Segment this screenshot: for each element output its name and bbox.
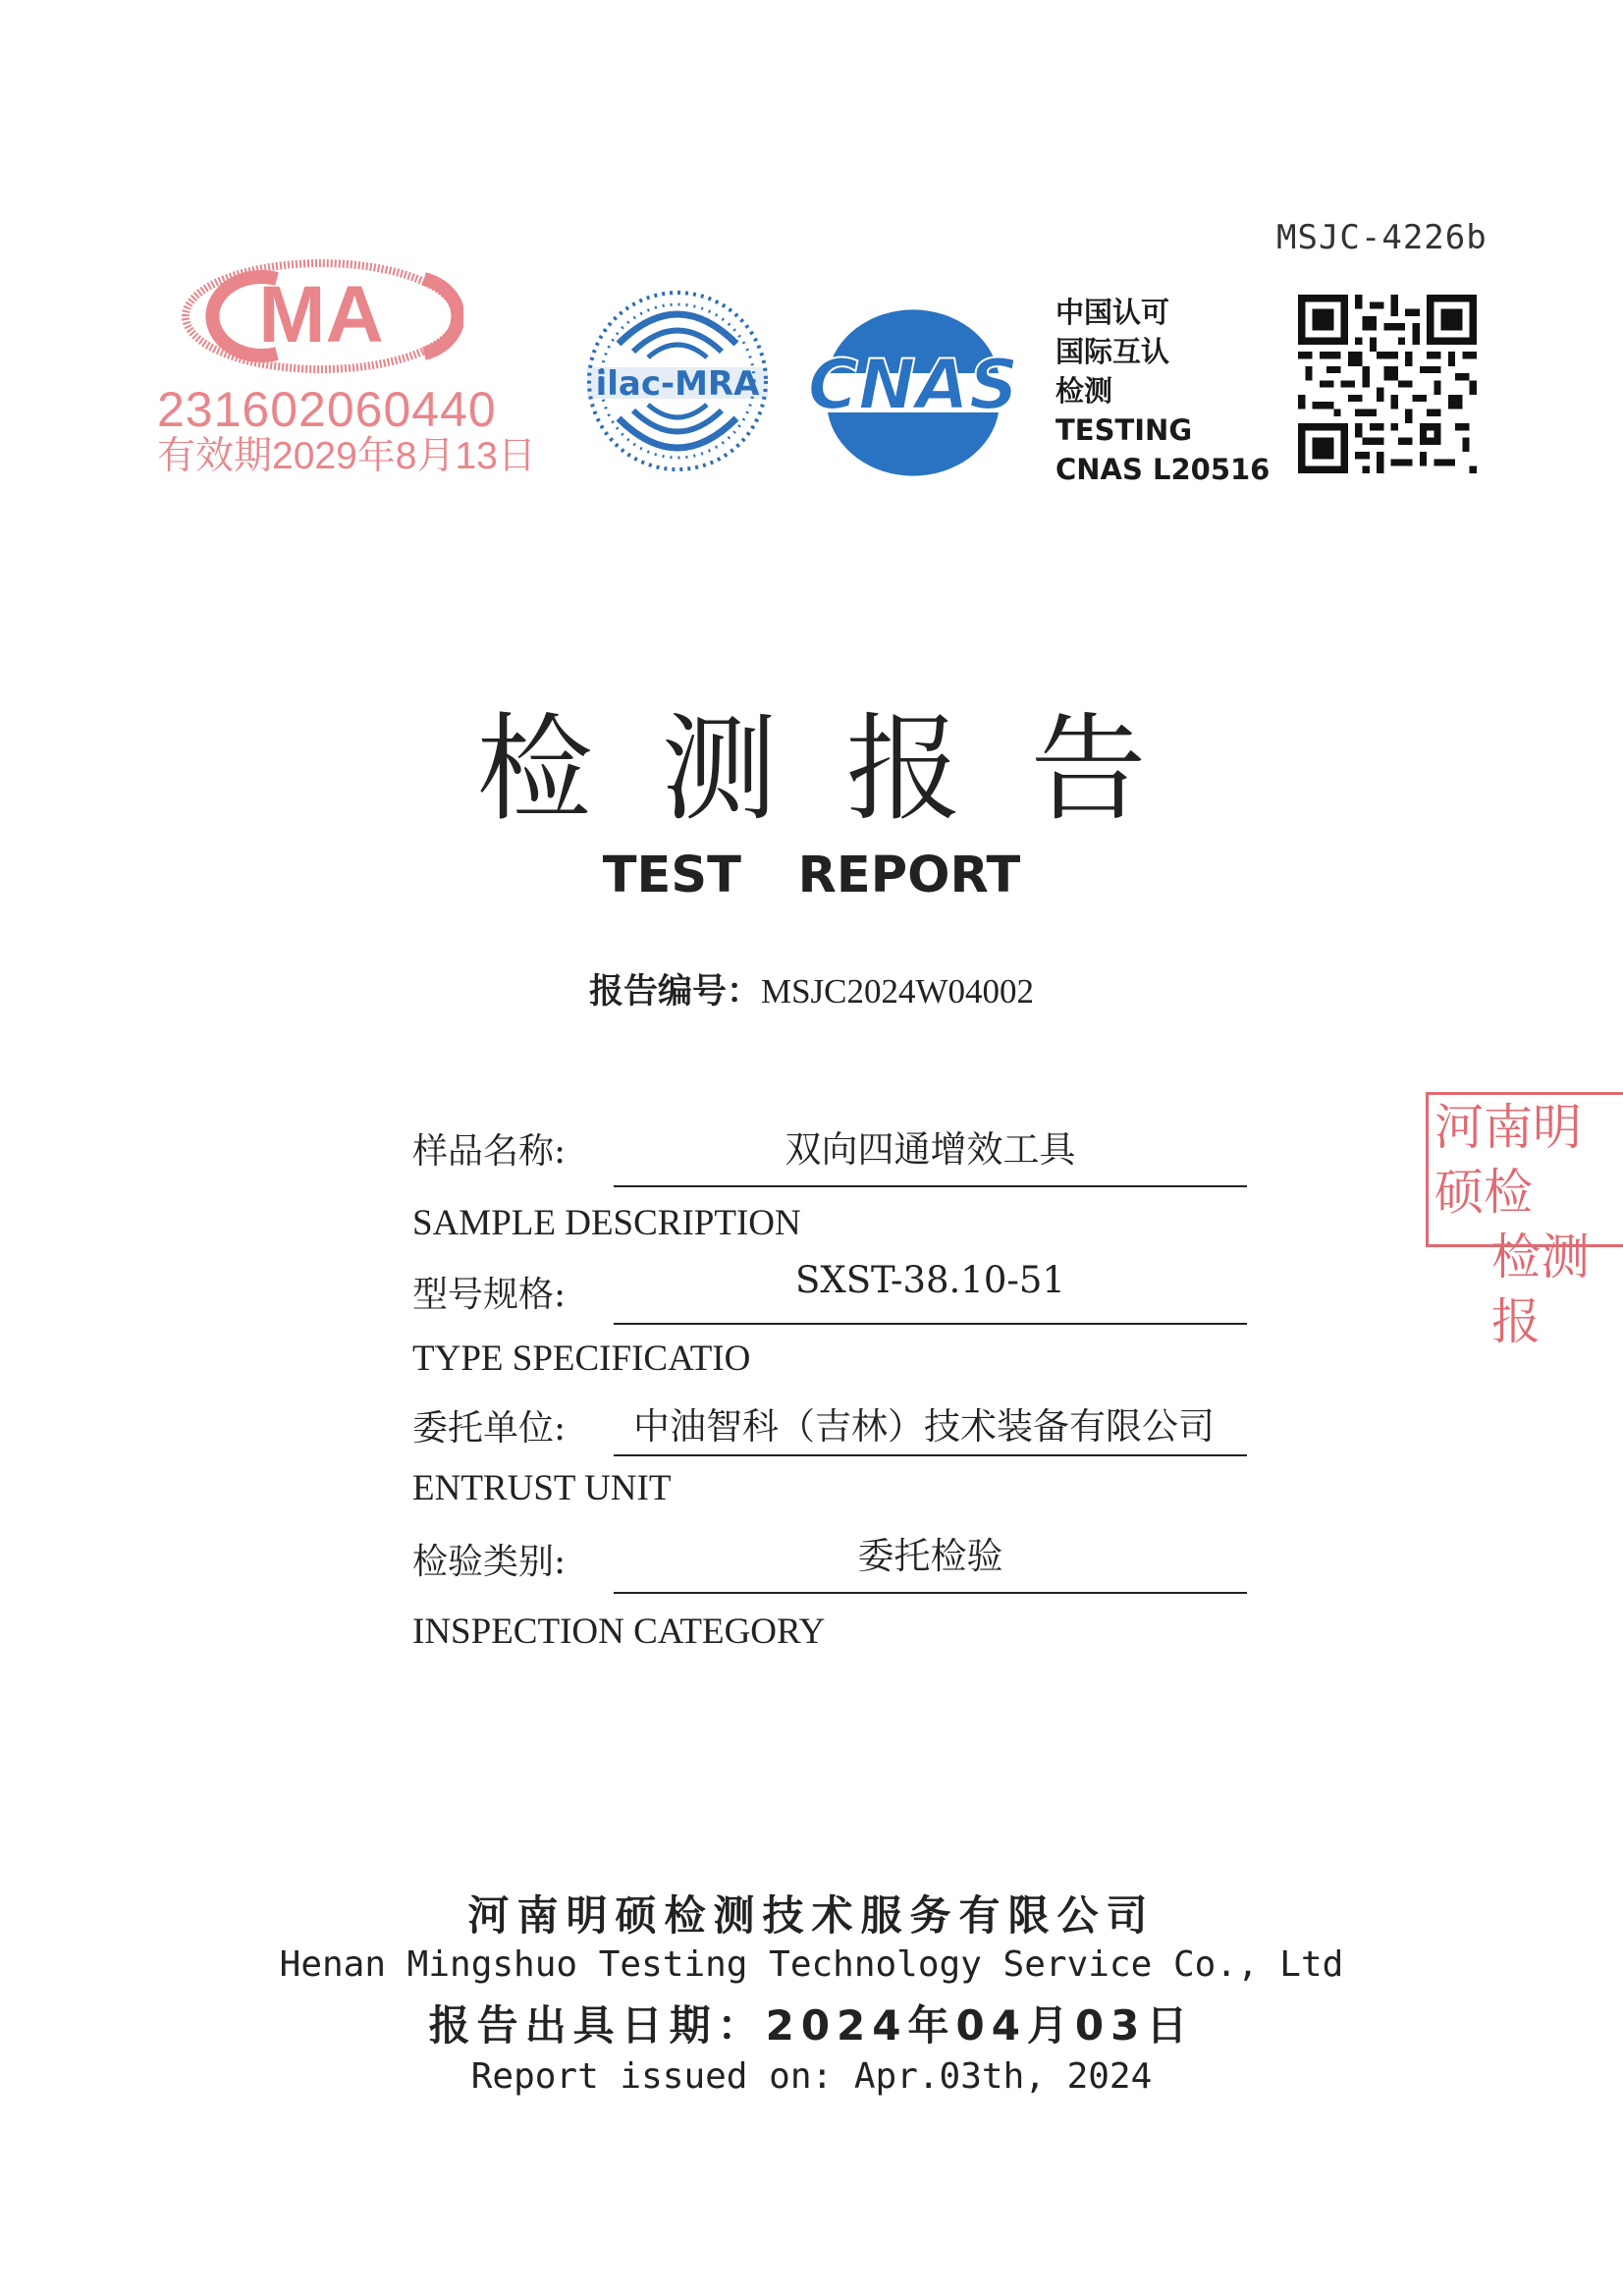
cnas-logo — [800, 295, 1026, 481]
cma-validity: 有效期2029年8月13日 — [157, 435, 536, 477]
inspection-category-label-en: INSPECTION CATEGORY — [412, 1612, 826, 1652]
report-number — [0, 964, 1623, 1013]
entrust-unit-value: 中油智科（吉林）技术装备有限公司 — [633, 1405, 1215, 1448]
cnas-logo-text: CNAS — [807, 345, 1019, 425]
company-seal-stamp — [1426, 1092, 1623, 1349]
document-code: MSJC-4226b — [1276, 218, 1488, 257]
field-underline — [614, 1185, 1247, 1187]
ilac-logo-text: ilac-MRA — [595, 364, 760, 404]
inspection-category-value: 委托检验 — [857, 1535, 1003, 1577]
cnas-line: 中国认可 — [1055, 296, 1170, 329]
cnas-line: 检测 — [1055, 374, 1113, 408]
report-number-label: 报告编号： — [588, 972, 761, 1011]
cma-logo-icon — [179, 257, 463, 375]
entrust-unit-label-en: ENTRUST UNIT — [412, 1468, 672, 1508]
seal-line-1: 河南明硕检 — [1434, 1100, 1582, 1220]
issue-date-cn: 报告出具日期：2024年04月03日 — [428, 2001, 1195, 2050]
sample-description-label-en: SAMPLE DESCRIPTION — [412, 1203, 801, 1243]
issue-date-en: Report issued on: Apr.03th, 2024 — [470, 2056, 1153, 2097]
cma-stamp — [157, 257, 536, 478]
company-name-en: Henan Mingshuo Testing Technology Service Co., Ltd — [279, 1944, 1344, 1985]
field-underline — [614, 1323, 1247, 1325]
field-underline — [614, 1592, 1247, 1594]
cnas-line: 国际互认 — [1055, 335, 1170, 368]
inspection-category-label-cn: 检验类别: — [412, 1542, 567, 1582]
cnas-line: CNAS L20516 — [1055, 453, 1271, 486]
cma-number: 231602060440 — [157, 382, 497, 437]
ilac-mra-logo — [579, 275, 776, 491]
company-name-cn: 河南明硕检测技术服务有限公司 — [467, 1891, 1156, 1940]
field-underline — [614, 1454, 1247, 1456]
cnas-accreditation-text — [1055, 293, 1270, 489]
report-number-value: MSJC2024W04002 — [760, 972, 1035, 1011]
seal-line-2: 检测报 — [1491, 1230, 1590, 1349]
report-title-cn: 检测报告 — [476, 701, 1216, 837]
type-specification-label-en: TYPE SPECIFICATIO — [412, 1339, 751, 1379]
entrust-unit-label-cn: 委托单位: — [412, 1408, 567, 1449]
cnas-line: TESTING — [1055, 413, 1193, 447]
cma-logo-text: MA — [258, 270, 384, 359]
sample-description-label-cn: 样品名称: — [412, 1131, 567, 1172]
report-title-en: TEST REPORT — [602, 847, 1021, 904]
qr-code — [1298, 295, 1477, 473]
type-specification-label-cn: 型号规格: — [412, 1275, 567, 1315]
type-specification-value: SXST-38.10-51 — [795, 1259, 1065, 1301]
sample-description-value: 双向四通增效工具 — [784, 1128, 1076, 1171]
